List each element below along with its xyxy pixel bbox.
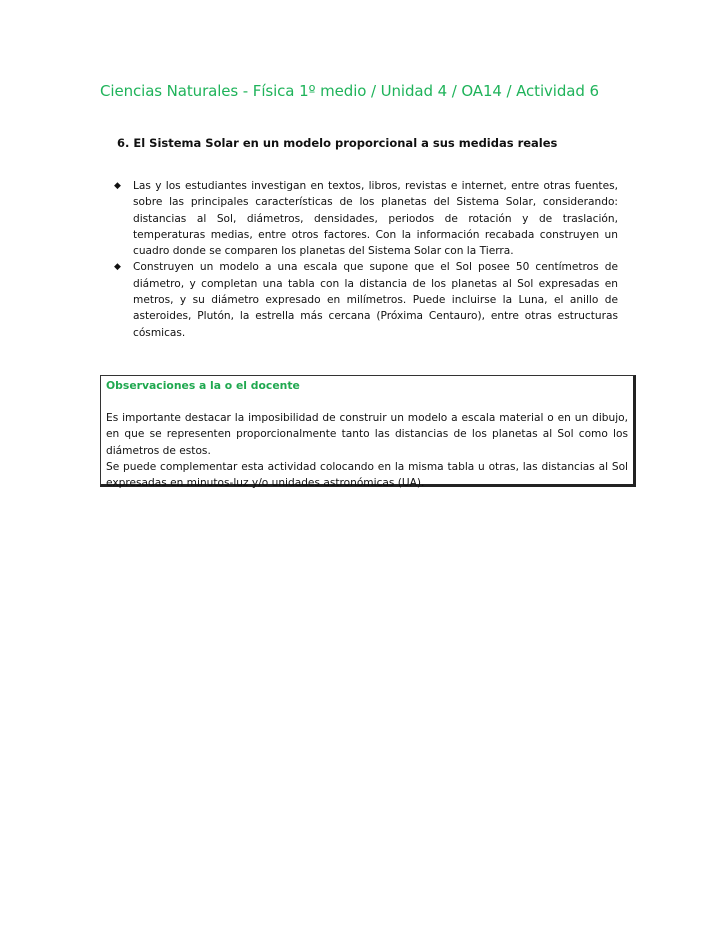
breadcrumb: Ciencias Naturales - Física 1º medio / Unidad 4 / OA14 / Actividad 6: [100, 82, 599, 100]
observation-paragraph: Se puede complementar esta actividad colocando en la misma tabla u otras, las distancias al Sol expresadas en minutos-luz y/o unidades astronómicas (UA).: [106, 460, 628, 490]
bullet-icon: ◆: [114, 262, 121, 273]
observation-paragraph: Es importante destacar la imposibilidad de construir un modelo a escala material o en un dibujo, en que se representen proporcionalmente tanto las distancias de los planetas al Sol como los diámetros de estos.: [106, 412, 628, 457]
list-item: [114, 259, 618, 340]
activity-title: 6. El Sistema Solar en un modelo proporcional a sus medidas reales: [117, 136, 558, 150]
list-item-text: Construyen un modelo a una escala que supone que el Sol posee 50 centímetros de diámetro, y completan una tabla con la distancia de los planetas al Sol expresadas en metros, y su diámetro expresado en milímetros. Puede incluirse la Luna, el anillo de asteroides, Plutón, la estrella más cercana (Próxima Centauro), entre otras estructuras cósmicas.: [133, 261, 618, 339]
bullet-icon: ◆: [114, 181, 121, 191]
activity-bullet-list: [114, 178, 618, 341]
teacher-observations-box: [100, 375, 636, 490]
list-item: [114, 178, 618, 259]
observations-heading: Observaciones a la o el docente: [106, 379, 300, 392]
list-item-text: Las y los estudiantes investigan en textos, libros, revistas e internet, entre otras fuentes, sobre las principales características de los planetas del Sistema Solar, considerando: distancias al Sol, diámetros, densidades, periodos de rotación y de traslación, temperaturas medias, entre otros factores. Con la información recabada construyen un cuadro donde se comparen los planetas del Sistema Solar con la Tierra.: [133, 180, 618, 258]
